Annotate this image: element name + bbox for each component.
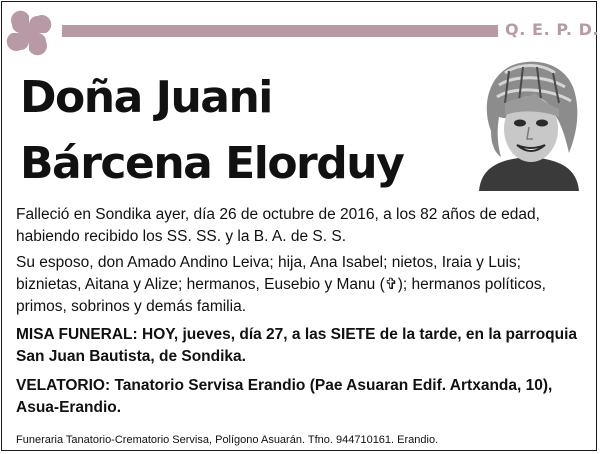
funeral-mass-paragraph: MISA FUNERAL: HOY, jueves, día 27, a las SIETE de la tarde, en la parroquia San Juan Bautista, de Sondika.: [16, 326, 578, 365]
family-paragraph: Su esposo, don Amado Andino Leiva; hija, Ana Isabel; nietos, Iraia y Luis; biznietas, Aitana y Alize; hermanos, Eusebio y Manu (✞); hermanos políticos, primos, sobrinos y demás familia.: [16, 254, 546, 315]
deceased-name-line2: Bárcena Elorduy: [20, 138, 404, 189]
obituary-card: [1, 1, 600, 451]
portrait-photo: [475, 57, 583, 191]
header-bar: [62, 25, 498, 37]
deceased-name-line1: Doña Juani: [20, 72, 272, 123]
wake-paragraph: VELATORIO: Tanatorio Servisa Erandio (Pae Asuaran Edif. Artxanda, 10), Asua-Erandio.: [16, 377, 553, 416]
funeral-home-footer: Funeraria Tanatorio-Crematorio Servisa, Polígono Asuarán. Tfno. 944710161. Erandio.: [16, 434, 439, 446]
lauburu-icon: [6, 10, 52, 56]
qepd-tag: Q. E. P. D.: [505, 20, 600, 39]
death-notice-paragraph: Falleció en Sondika ayer, día 26 de octubre de 2016, a los 82 años de edad, habiendo recibido los SS. SS. y la B. A. de S. S.: [16, 206, 540, 245]
